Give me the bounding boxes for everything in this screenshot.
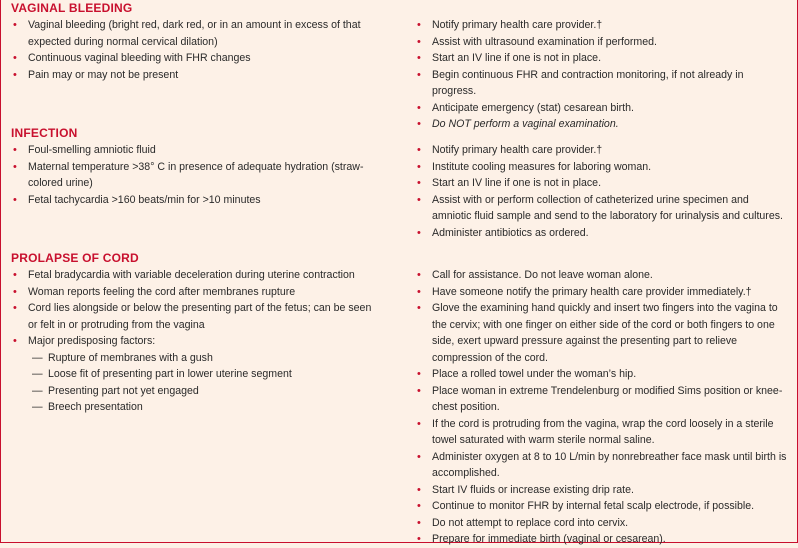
list-item: • Prepare for immediate birth (vaginal or cesarean).: [416, 531, 788, 548]
list-item: • Maternal temperature >38° C in presence of adequate hydration (straw-colored urine): [12, 159, 382, 192]
sub-list-item: — Loose fit of presenting part in lower uterine segment: [12, 366, 382, 383]
sub-list-item: — Rupture of membranes with a gush: [12, 350, 382, 367]
section-heading-prolapse-of-cord: PROLAPSE OF CORD: [11, 251, 139, 265]
list-item: • Fetal tachycardia >160 beats/min for >10 minutes: [12, 192, 382, 209]
list-item: • Foul-smelling amniotic fluid: [12, 142, 382, 159]
list-item: • Continuous vaginal bleeding with FHR changes: [12, 50, 382, 67]
list-item: • Have someone notify the primary health care provider immediately.†: [416, 284, 788, 301]
sub-list-item: — Presenting part not yet engaged: [12, 383, 382, 400]
vaginal-bleeding-signs: [12, 17, 382, 83]
prolapse-signs: [12, 267, 382, 416]
sub-list-item: — Breech presentation: [12, 399, 382, 416]
list-item: • Woman reports feeling the cord after membranes rupture: [12, 284, 382, 301]
infection-actions: [416, 142, 788, 241]
list-item: • Notify primary health care provider.†: [416, 142, 788, 159]
list-item: • Call for assistance. Do not leave woman alone.: [416, 267, 788, 284]
list-item: • Place woman in extreme Trendelenburg or modified Sims position or knee-chest position.: [416, 383, 788, 416]
section-heading-infection: INFECTION: [11, 126, 78, 140]
infection-signs: [12, 142, 382, 208]
list-item: • Assist with ultrasound examination if performed.: [416, 34, 788, 51]
list-item: • Cord lies alongside or below the presenting part of the fetus; can be seen or felt in or protruding from the vagina: [12, 300, 382, 333]
list-item: • Anticipate emergency (stat) cesarean birth.: [416, 100, 788, 117]
list-item: • Start an IV line if one is not in place.: [416, 50, 788, 67]
prolapse-actions: [416, 267, 788, 548]
list-item: • Pain may or may not be present: [12, 67, 382, 84]
list-item: • Institute cooling measures for laboring woman.: [416, 159, 788, 176]
list-item: • Fetal bradycardia with variable deceleration during uterine contraction: [12, 267, 382, 284]
list-item: • Administer antibiotics as ordered.: [416, 225, 788, 242]
list-item: • Begin continuous FHR and contraction monitoring, if not already in progress.: [416, 67, 788, 100]
list-item: • If the cord is protruding from the vagina, wrap the cord loosely in a sterile towel saturated with warm sterile normal saline.: [416, 416, 788, 449]
list-item: • Notify primary health care provider.†: [416, 17, 788, 34]
list-item: • Administer oxygen at 8 to 10 L/min by nonrebreather face mask until birth is accomplished.: [416, 449, 788, 482]
section-heading-vaginal-bleeding: VAGINAL BLEEDING: [11, 1, 133, 15]
list-item: • Glove the examining hand quickly and insert two fingers into the vagina to the cervix; with one finger on either side of the cord or both fingers to one side, exert upward pressure against the presenting part to relieve compression of the cord.: [416, 300, 788, 366]
vaginal-bleeding-actions: [416, 17, 788, 133]
list-item: • Continue to monitor FHR by internal fetal scalp electrode, if possible.: [416, 498, 788, 515]
list-item: • Major predisposing factors:: [12, 333, 382, 350]
list-item: • Do not attempt to replace cord into cervix.: [416, 515, 788, 532]
list-item: • Assist with or perform collection of catheterized urine specimen and amniotic fluid sample and send to the laboratory for urinalysis and cultures.: [416, 192, 788, 225]
list-item: • Start an IV line if one is not in place.: [416, 175, 788, 192]
list-item: • Do NOT perform a vaginal examination.: [416, 116, 788, 133]
list-item: • Vaginal bleeding (bright red, dark red, or in an amount in excess of that expected during normal cervical dilation): [12, 17, 382, 50]
list-item: • Place a rolled towel under the woman’s hip.: [416, 366, 788, 383]
list-item: • Start IV fluids or increase existing drip rate.: [416, 482, 788, 499]
